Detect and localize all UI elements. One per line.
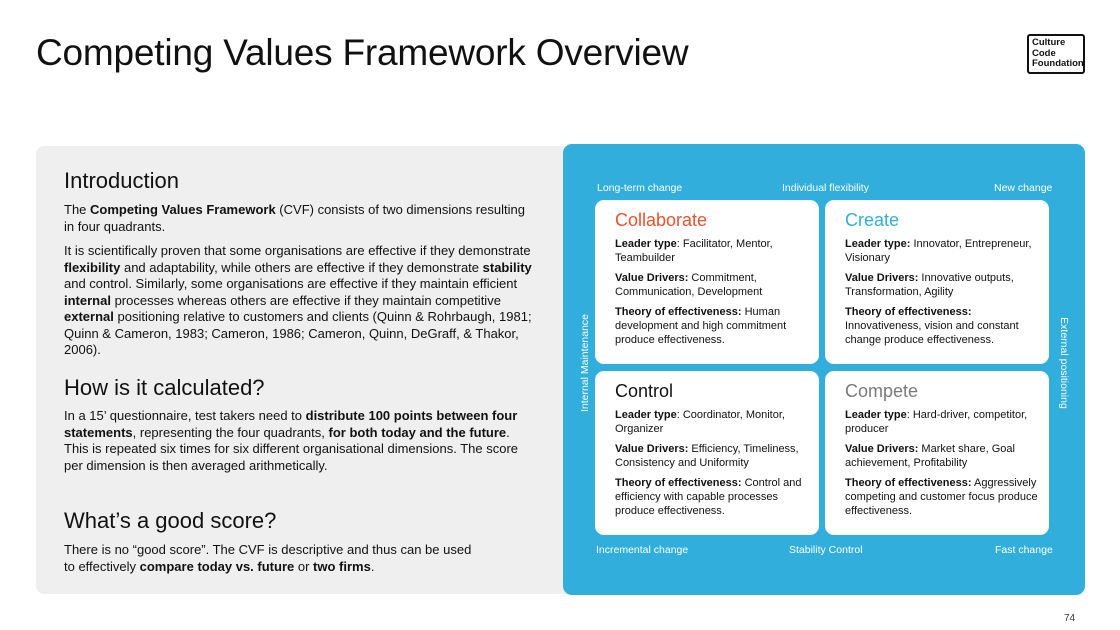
text-run: and control. Similarly, some organisations are effective if they maintain efficient (64, 276, 518, 291)
logo-line: Culture (1032, 37, 1066, 48)
axis-label-top-center: Individual flexibility (782, 182, 869, 194)
text-run: Market share, Goal achievement, Profitability (845, 443, 1015, 469)
bold-text: Value Drivers: (845, 272, 919, 284)
text-run: or (294, 558, 314, 574)
text-run: and adaptability, while others are effective if they demonstrate (120, 259, 483, 275)
bold-text: Theory of effectiveness: (615, 477, 742, 489)
text-run: : Hard-driver, competitor, producer (845, 409, 1028, 435)
axis-label-left: Internal Maintenance (579, 313, 591, 413)
bold-text: for both today and the future (328, 424, 507, 440)
bold-text: two firms (313, 558, 371, 574)
culture-code-foundation-logo (1027, 34, 1085, 74)
introduction-section (64, 168, 534, 359)
bold-text: Leader type (615, 238, 677, 250)
text-run: Human development and high commitment produce effectiveness. (615, 306, 787, 346)
quadrant-create (825, 200, 1049, 364)
quadrant-attribute (615, 408, 819, 436)
text-run: processes whereas others are effective if they maintain competitive (110, 292, 501, 308)
introduction-heading: Introduction (64, 168, 179, 193)
page-title: Competing Values Framework Overview (36, 32, 689, 73)
text-run: It is scientifically proven that some organisations are effective if they demonstrate (64, 243, 531, 258)
page-number: 74 (1064, 613, 1076, 624)
quadrant-attribute (615, 271, 819, 299)
quadrant-attribute (615, 442, 819, 470)
bold-text: Leader type (615, 409, 677, 421)
bold-text: compare today vs. future (139, 558, 295, 574)
quadrant-attribute (845, 237, 1049, 265)
good-score-heading: What’s a good score? (64, 508, 277, 533)
text-run: positioning relative to customers and clients (Quinn & Rohrbaugh, 1981; Quinn & Cameron, 1983; Cameron, 1986; Cameron, Quinn, DeGraff, & Thakor, 2006). (64, 309, 532, 357)
calculation-paragraph-2: This is repeated six times for six different organisational dimensions. The score per dimension is then averaged arithmetically. (64, 441, 519, 473)
quadrant-attribute (845, 305, 1049, 347)
text-run: Control and efficiency with capable processes produce effectiveness. (615, 477, 802, 517)
bold-text: stability (482, 259, 532, 275)
quadrant-attribute (615, 237, 819, 265)
text-run: : Coordinator, Monitor, Organizer (615, 409, 785, 435)
text-run: There is no “good score”. The CVF is descriptive and thus can be used to effectively (64, 542, 472, 574)
bold-text: distribute 100 points between four statements (64, 408, 518, 440)
bold-text: Theory of effectiveness: (845, 306, 972, 318)
bold-text: Leader type (845, 409, 907, 421)
framework-panel (563, 144, 1085, 595)
quadrant-attribute (845, 442, 1049, 470)
quadrant-compete (825, 371, 1049, 535)
bold-text: internal (64, 292, 111, 308)
quadrant-collaborate (595, 200, 819, 364)
text-run: (CVF) consists of two dimensions resulting in four quadrants. (64, 202, 525, 234)
calculation-section (64, 375, 534, 474)
text-run: : Facilitator, Mentor, Teambuilder (615, 238, 773, 264)
bold-text: Theory of effectiveness: (615, 306, 742, 318)
calculation-heading: How is it calculated? (64, 375, 265, 400)
axis-label-top-right: New change (994, 182, 1053, 194)
calculation-paragraph-1 (64, 408, 534, 441)
description-panel (36, 146, 576, 594)
bold-text: Value Drivers: (845, 443, 919, 455)
bold-text: Competing Values Framework (90, 202, 276, 217)
quadrant-title: Compete (845, 381, 919, 401)
axis-label-top-left: Long-term change (597, 182, 683, 194)
quadrant-attribute (615, 305, 819, 347)
text-run: Innovative outputs, Transformation, Agility (845, 272, 1014, 298)
axis-label-bottom-right: Fast change (995, 544, 1053, 556)
bold-text: Theory of effectiveness: (845, 477, 972, 489)
text-run: The (64, 202, 91, 217)
quadrant-attribute (845, 476, 1049, 518)
quadrant-title: Control (615, 381, 674, 401)
introduction-paragraph-2 (64, 243, 534, 359)
text-run: Innovativeness, vision and constant change produce effectiveness. (845, 320, 1019, 346)
text-run: Commitment, Communication, Development (615, 272, 763, 298)
axis-label-bottom-left: Incremental change (596, 544, 689, 556)
bold-text: Value Drivers: (615, 443, 689, 455)
text-run: Aggressively competing and customer focus produce effectiveness. (845, 477, 1038, 517)
text-run: , representing the four quadrants, (132, 424, 329, 440)
axis-label-right: External positioning (1058, 317, 1070, 409)
quadrant-attribute (845, 408, 1049, 436)
bold-text: Value Drivers: (615, 272, 689, 284)
quadrant-attribute (845, 271, 1049, 299)
quadrant-attribute (615, 476, 819, 518)
text-run: . (370, 558, 375, 574)
quadrant-title: Create (845, 210, 900, 230)
good-score-section (64, 508, 534, 575)
logo-line: Code (1032, 47, 1056, 59)
bold-text: external (64, 309, 114, 324)
logo-line: Foundation (1032, 58, 1084, 69)
quadrant-control (595, 371, 819, 535)
text-run: In a 15’ questionnaire, test takers need to (64, 408, 306, 423)
quadrant-title: Collaborate (615, 210, 708, 230)
bold-text: flexibility (64, 259, 121, 275)
text-run: Innovator, Entrepreneur, Visionary (845, 238, 1032, 264)
text-run: Efficiency, Timeliness, Consistency and Uniformity (615, 443, 799, 469)
bold-text: Leader type: (845, 238, 911, 250)
good-score-paragraph (64, 542, 479, 575)
introduction-paragraph-1 (64, 202, 534, 235)
axis-label-bottom-center: Stability Control (789, 544, 863, 556)
text-run: . (506, 424, 510, 440)
